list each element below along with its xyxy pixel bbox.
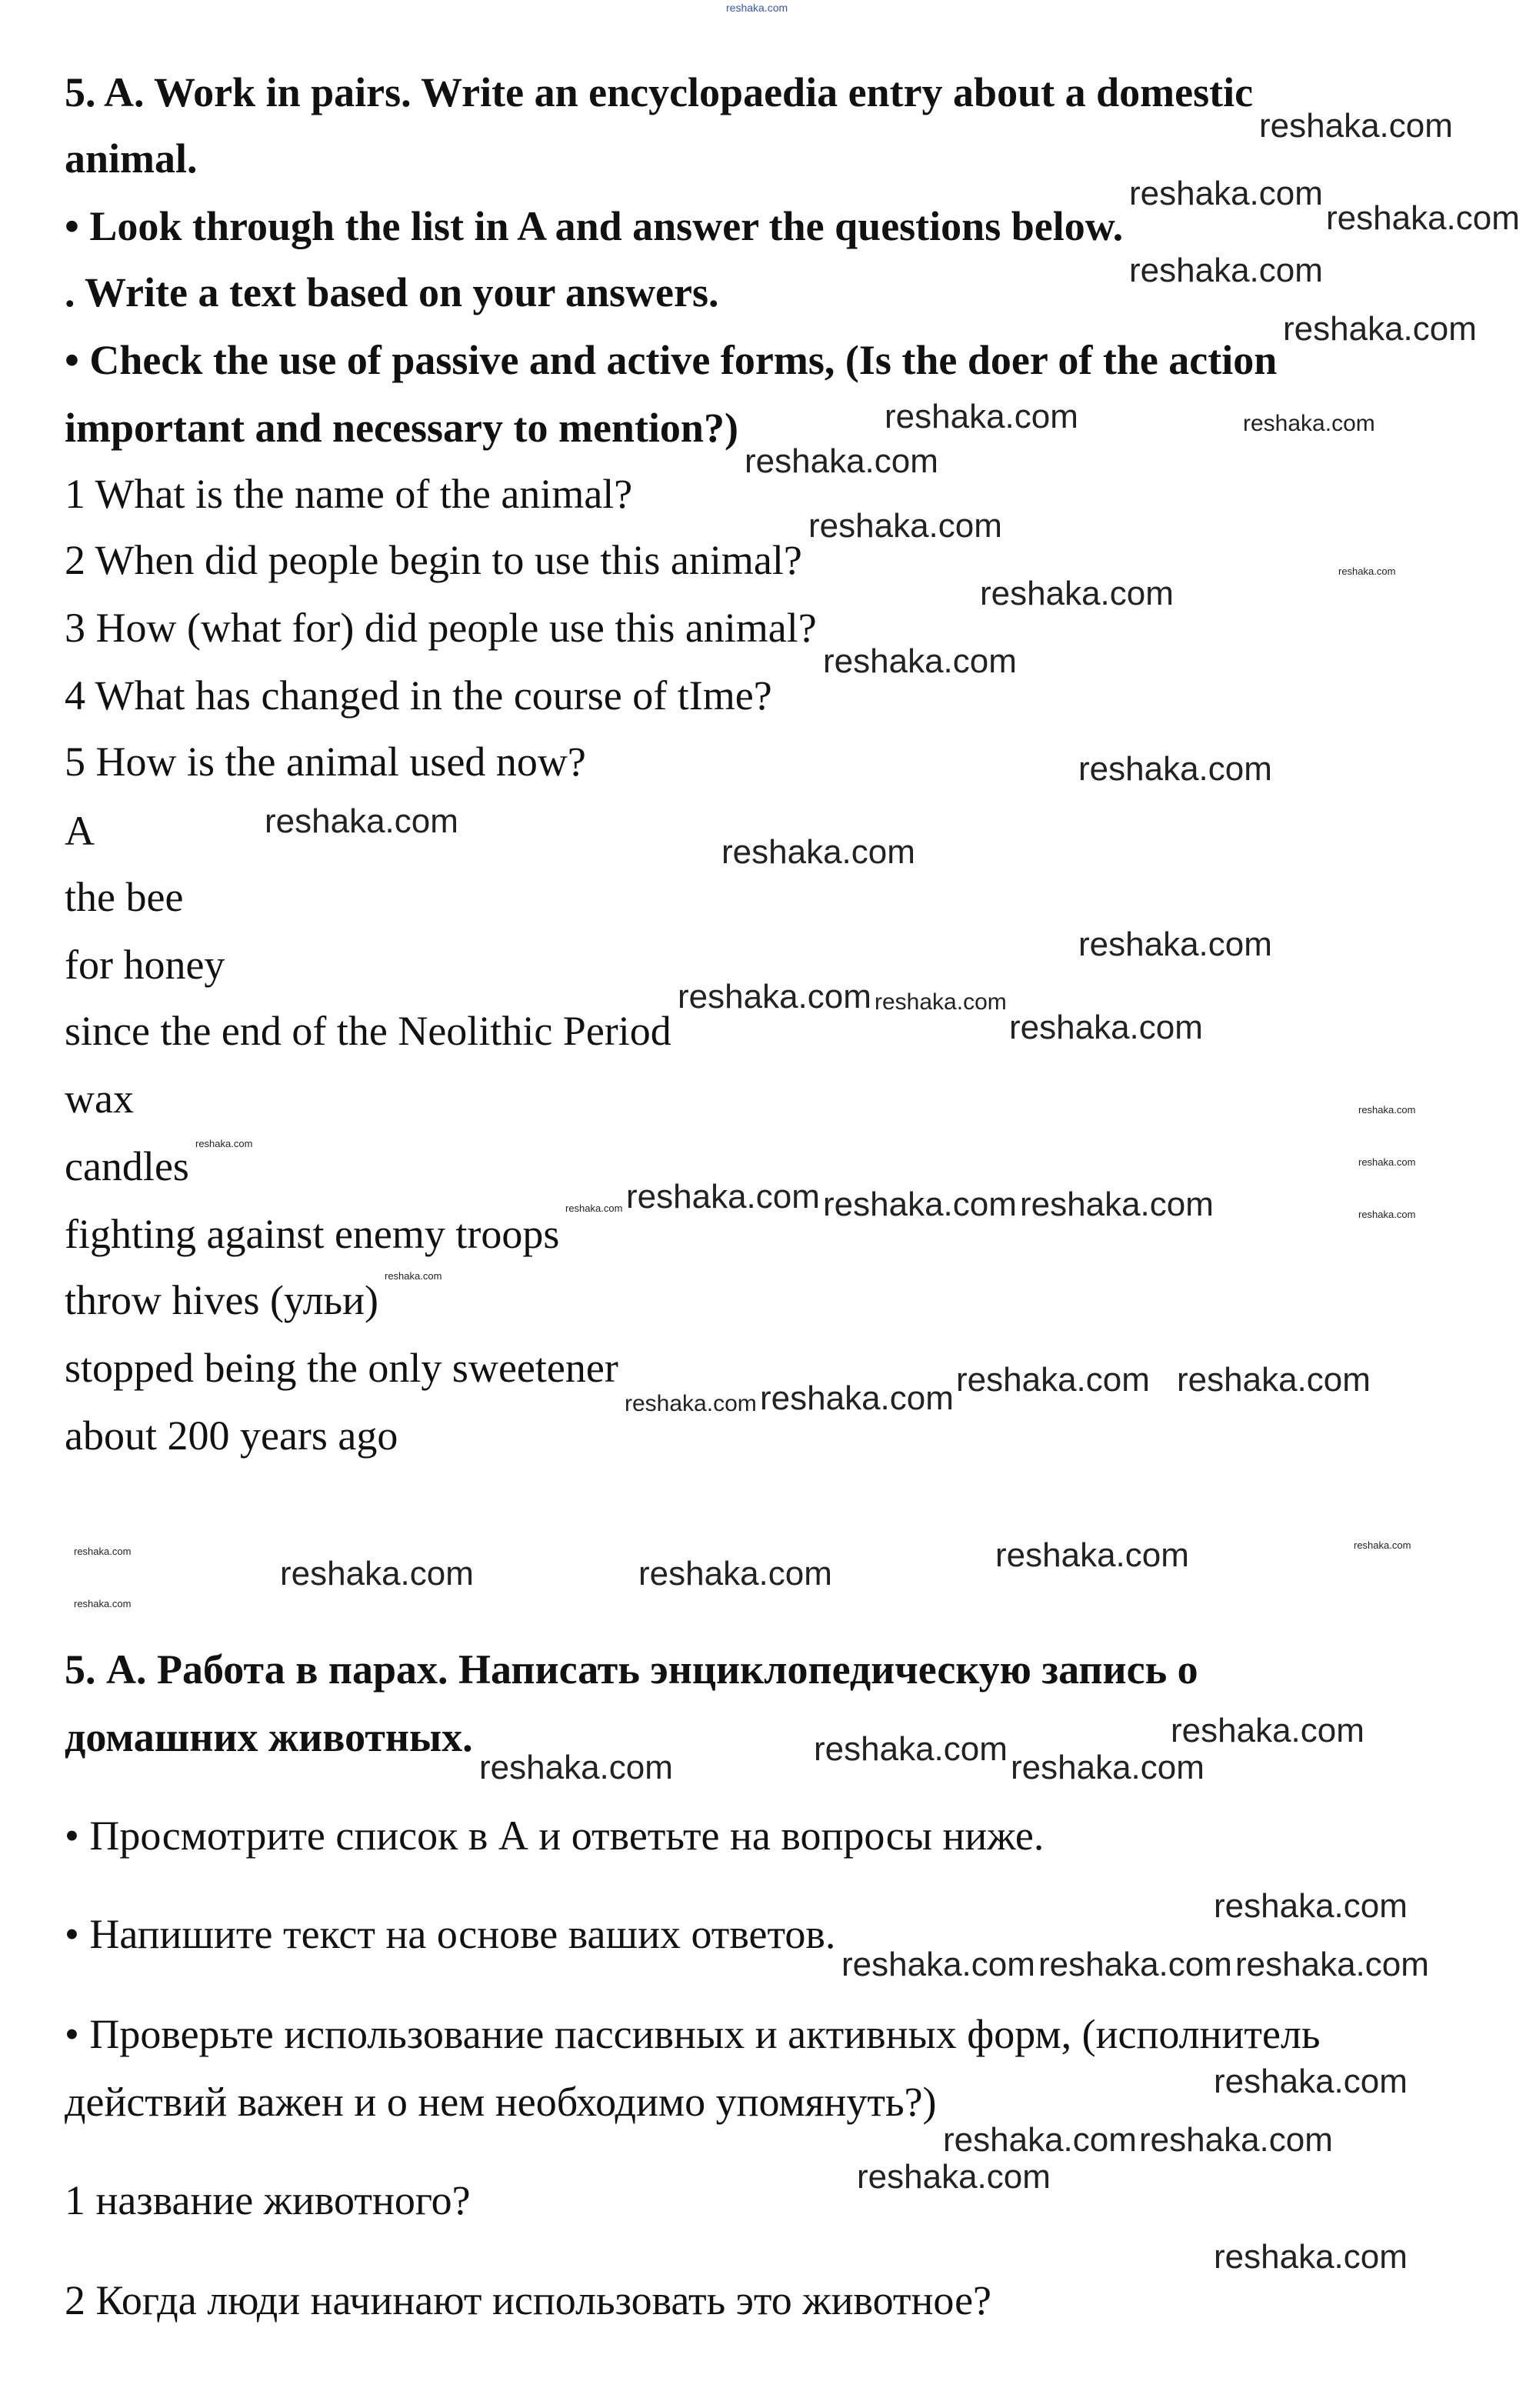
task-title-ru-cont: домашних животных. [65, 1714, 473, 1760]
list-item: stopped being the only sweetener [65, 1345, 618, 1391]
watermark: reshaka.com [74, 1546, 132, 1557]
list-item: wax [65, 1076, 134, 1122]
watermark: reshaka.com [1020, 1186, 1214, 1223]
watermark: reshaka.com [995, 1536, 1189, 1574]
question: 1 What is the name of the animal? [65, 471, 633, 517]
watermark: reshaka.com [1214, 2238, 1408, 2276]
list-item: fighting against enemy troops [65, 1211, 560, 1257]
watermark: reshaka.com [1358, 1104, 1416, 1116]
watermark: reshaka.com [565, 1202, 623, 1214]
watermark: reshaka.com [1038, 1946, 1232, 1983]
watermark: reshaka.com [980, 575, 1174, 612]
watermark: reshaka.com [943, 2121, 1137, 2159]
watermark: reshaka.com [280, 1555, 474, 1593]
watermark: reshaka.com [823, 1186, 1017, 1223]
watermark: reshaka.com [1139, 2121, 1333, 2159]
list-label: A [65, 808, 95, 854]
watermark: reshaka.com [74, 1598, 132, 1609]
header-watermark[interactable]: reshaka.com [726, 2, 788, 14]
watermark: reshaka.com [1011, 1749, 1204, 1786]
watermark: reshaka.com [760, 1379, 954, 1417]
watermark: reshaka.com [1214, 2063, 1408, 2100]
instruction-bullet: • Check the use of passive and active forms, (Is the doer of the action [65, 337, 1278, 383]
watermark: reshaka.com [195, 1138, 253, 1149]
task-title-cont: animal. [65, 135, 198, 182]
list-item: the bee [65, 874, 184, 920]
instruction-bullet-ru: • Просмотрите список в А и ответьте на вопросы ниже. [65, 1813, 1045, 1859]
question: 2 When did people begin to use this animal? [65, 537, 802, 583]
instruction-bullet: • Look through the list in A and answer the questions below. [65, 203, 1124, 249]
task-title: 5. A. Work in pairs. Write an encyclopaedia entry about a domestic [65, 69, 1254, 115]
watermark: reshaka.com [1129, 175, 1323, 212]
watermark: reshaka.com [625, 1391, 757, 1416]
watermark: reshaka.com [1009, 1009, 1203, 1046]
watermark: reshaka.com [956, 1361, 1150, 1399]
watermark: reshaka.com [1214, 1887, 1408, 1925]
watermark: reshaka.com [841, 1946, 1035, 1983]
watermark: reshaka.com [1358, 1209, 1416, 1220]
list-item: throw hives (ульи) [65, 1277, 379, 1323]
watermark: reshaka.com [638, 1555, 832, 1593]
list-item: about 200 years ago [65, 1412, 398, 1459]
instruction-bullet-ru: • Напишите текст на основе ваших ответов. [65, 1911, 836, 1957]
watermark: reshaka.com [885, 398, 1078, 435]
watermark: reshaka.com [385, 1270, 442, 1282]
watermark: reshaka.com [745, 442, 938, 480]
list-item: candles [65, 1143, 189, 1189]
question-ru: 2 Когда люди начинают использовать это животное? [65, 2277, 992, 2323]
watermark: reshaka.com [1177, 1361, 1371, 1399]
watermark: reshaka.com [1259, 107, 1453, 145]
task-title-ru: 5. А. Работа в парах. Написать энциклопедическую запись о [65, 1646, 1198, 1693]
watermark: reshaka.com [808, 507, 1002, 545]
watermark: reshaka.com [1129, 252, 1323, 289]
instruction-bullet-cont: important and necessary to mention?) [65, 405, 738, 451]
watermark: reshaka.com [1078, 926, 1272, 963]
watermark: reshaka.com [875, 989, 1007, 1015]
watermark: reshaka.com [1354, 1539, 1411, 1551]
question: 3 How (what for) did people use this animal? [65, 605, 817, 651]
watermark: reshaka.com [1171, 1712, 1364, 1749]
list-item: since the end of the Neolithic Period [65, 1008, 671, 1054]
watermark: reshaka.com [721, 833, 915, 871]
watermark: reshaka.com [479, 1749, 673, 1786]
watermark: reshaka.com [1243, 411, 1375, 436]
watermark: reshaka.com [1283, 310, 1477, 348]
watermark: reshaka.com [1358, 1156, 1416, 1168]
watermark: reshaka.com [814, 1730, 1008, 1768]
watermark: reshaka.com [265, 802, 458, 840]
question: 5 How is the animal used now? [65, 739, 586, 785]
list-item: for honey [65, 942, 225, 988]
watermark: reshaka.com [626, 1178, 820, 1216]
watermark: reshaka.com [1235, 1946, 1429, 1983]
watermark: reshaka.com [1078, 750, 1272, 788]
question-ru: 1 название животного? [65, 2177, 471, 2223]
watermark: reshaka.com [1338, 565, 1396, 577]
watermark: reshaka.com [857, 2158, 1051, 2196]
question: 4 What has changed in the course of tIme? [65, 672, 772, 719]
watermark: reshaka.com [678, 978, 871, 1016]
watermark: reshaka.com [1326, 199, 1520, 237]
watermark: reshaka.com [823, 642, 1017, 680]
instruction-bullet: . Write a text based on your answers. [65, 269, 719, 315]
instruction-bullet-ru-cont: действий важен и о нем необходимо упомянуть?) [65, 2079, 937, 2125]
instruction-bullet-ru: • Проверьте использование пассивных и активных форм, (исполнитель [65, 2011, 1321, 2057]
